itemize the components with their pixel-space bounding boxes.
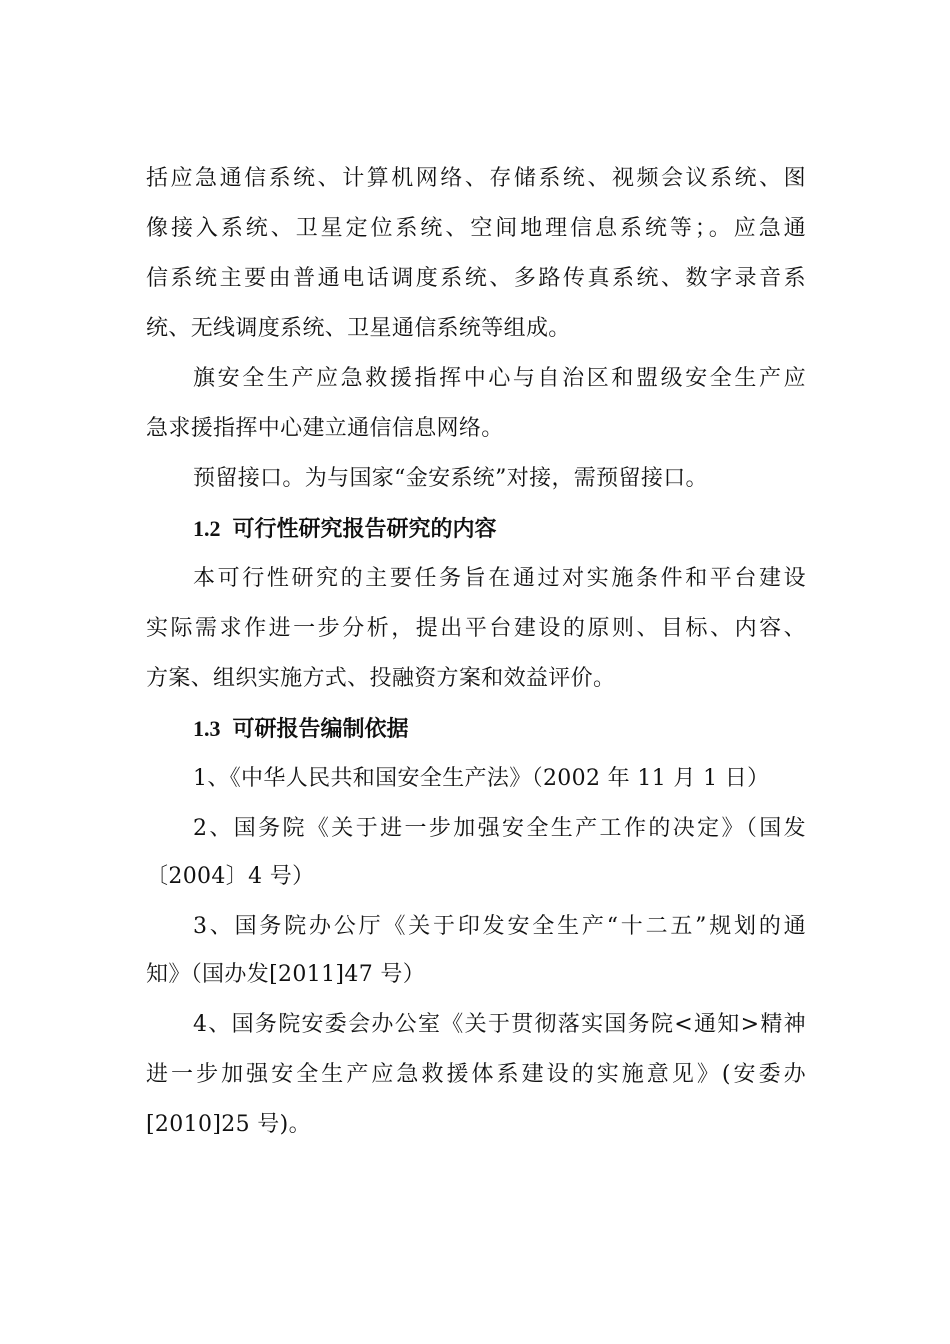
- section-number: 1.3: [193, 716, 221, 741]
- section-heading-1-3: [193, 713, 409, 746]
- section-number: 1.2: [193, 516, 221, 541]
- paragraph-line: 旗安全生产应急救援指挥中心与自治区和盟级安全生产应: [193, 366, 806, 391]
- reference-item-continuation: 进一步加强安全生产应急救援体系建设的实施意见》(安委办: [146, 1062, 806, 1087]
- paragraph-line: 信系统主要由普通电话调度系统、多路传真系统、数字录音系: [146, 266, 806, 291]
- section-title: 可行性研究报告研究的内容: [232, 517, 497, 542]
- paragraph-line: 预留接口。为与国家“金安系统”对接，需预留接口。: [193, 466, 708, 491]
- section-title: 可研报告编制依据: [232, 717, 409, 742]
- paragraph-line: 方案、组织实施方式、投融资方案和效益评价。: [146, 666, 616, 691]
- section-heading-1-2: [193, 513, 497, 546]
- reference-item: 4、国务院安委会办公室《关于贯彻落实国务院<通知>精神: [193, 1012, 806, 1037]
- paragraph-line: 急求援指挥中心建立通信信息网络。: [146, 416, 504, 441]
- reference-item: 2、国务院《关于进一步加强安全生产工作的决定》（国发: [193, 816, 806, 841]
- reference-item-continuation: [2010]25 号)。: [146, 1112, 311, 1137]
- paragraph-line: 本可行性研究的主要任务旨在通过对实施条件和平台建设: [193, 566, 806, 591]
- paragraph-line: 像接入系统、卫星定位系统、空间地理信息系统等；。应急通: [146, 216, 806, 241]
- reference-item-continuation: 〔2004〕4 号）: [146, 864, 315, 889]
- paragraph-line: 统、无线调度系统、卫星通信系统等组成。: [146, 316, 571, 341]
- paragraph-line: 括应急通信系统、计算机网络、存储系统、视频会议系统、图: [146, 166, 806, 191]
- reference-item: 1、《中华人民共和国安全生产法》（2002 年 11 月 1 日）: [193, 766, 770, 791]
- paragraph-line: 实际需求作进一步分析，提出平台建设的原则、目标、内容、: [146, 616, 806, 641]
- reference-item-continuation: 知》（国办发[2011]47 号）: [146, 962, 426, 987]
- reference-item: 3、国务院办公厅《关于印发安全生产“十二五”规划的通: [193, 914, 806, 939]
